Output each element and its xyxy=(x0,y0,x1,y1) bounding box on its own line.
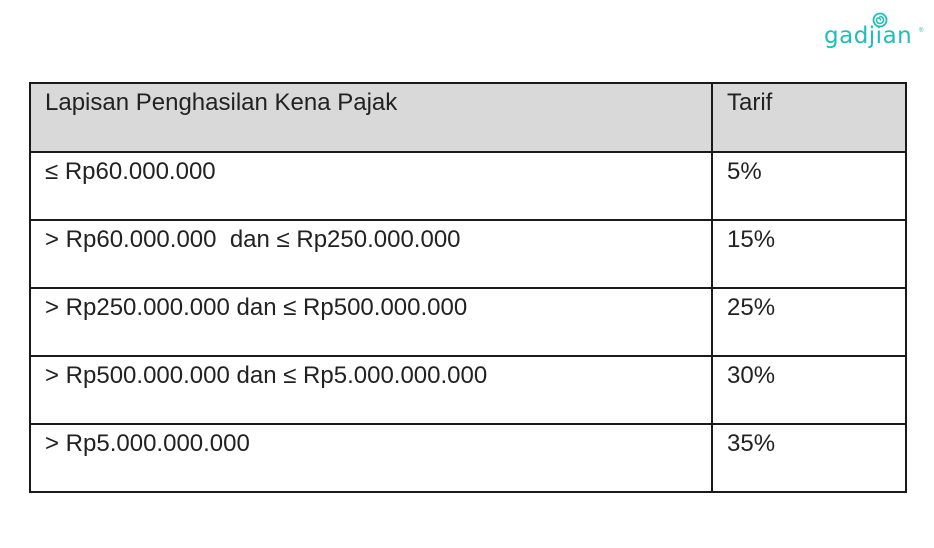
tax-rate-table xyxy=(29,82,907,493)
table-row xyxy=(30,424,906,492)
table-row xyxy=(30,288,906,356)
income-layer-cell: > Rp500.000.000 dan ≤ Rp5.000.000.000 xyxy=(30,356,712,424)
income-layer-cell: > Rp60.000.000 dan ≤ Rp250.000.000 xyxy=(30,220,712,288)
table-header-row xyxy=(30,83,906,152)
rate-cell: 30% xyxy=(712,356,906,424)
header-rate: Tarif xyxy=(712,83,906,152)
income-layer-cell: ≤ Rp60.000.000 xyxy=(30,152,712,220)
income-layer-cell: > Rp5.000.000.000 xyxy=(30,424,712,492)
gadjian-logo xyxy=(824,12,924,52)
rate-cell: 35% xyxy=(712,424,906,492)
table-row xyxy=(30,356,906,424)
income-layer-cell: > Rp250.000.000 dan ≤ Rp500.000.000 xyxy=(30,288,712,356)
table-row xyxy=(30,152,906,220)
table-row xyxy=(30,220,906,288)
rate-cell: 25% xyxy=(712,288,906,356)
rate-cell: 5% xyxy=(712,152,906,220)
rate-cell: 15% xyxy=(712,220,906,288)
header-taxable-income-layer: Lapisan Penghasilan Kena Pajak xyxy=(30,83,712,152)
logo-wordmark: gadjian xyxy=(824,23,913,49)
registered-mark-icon: ® xyxy=(919,28,924,34)
